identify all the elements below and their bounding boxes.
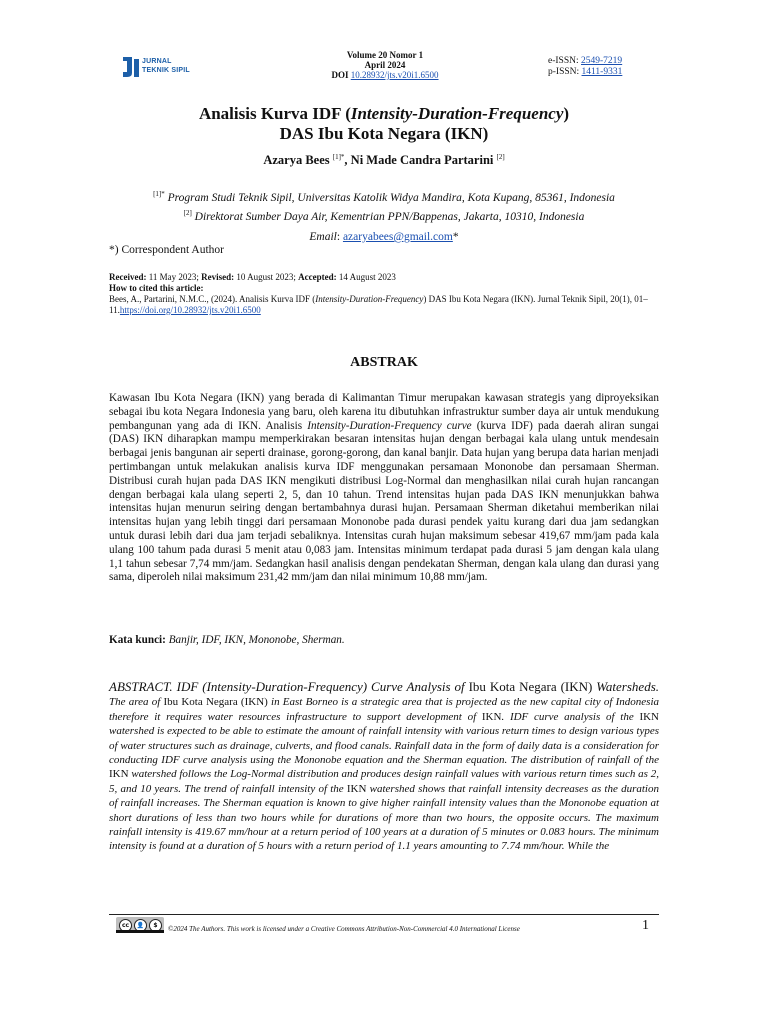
journal-logo — [120, 55, 198, 81]
citation-text-end: ) DAS Ibu Kota Negara (IKN). Jurnal Teknik Sipil, 20(1), 01–11. — [109, 294, 648, 315]
revised-date: 10 August 2023; — [234, 272, 299, 282]
cite-label: How to cited this article: — [109, 283, 204, 293]
abstract-upright-2: IKN — [481, 710, 502, 723]
abstrak-italic: Intensity-Duration-Frequency curve — [307, 419, 472, 432]
pissn-link[interactable]: 1411-9331 — [581, 67, 623, 77]
issn-info — [548, 56, 622, 78]
cc-icon: cc — [119, 919, 132, 932]
eissn-label: e-ISSN: — [548, 56, 579, 66]
received-date: 11 May 2023; — [146, 272, 202, 282]
abstract-text-3: . IDF curve analysis of the — [501, 710, 640, 723]
abstract-text-1: The area of — [109, 696, 164, 709]
author-separator: , — [344, 153, 351, 168]
pissn-label: p-ISSN: — [548, 67, 580, 77]
abstract-text-6: watershed shows that rainfall intensity decreases as the duration of rainfall increases. The Sherman equation is known to give higher rainfall intensity values than the Mononobe equation at short durations of less than two hours while for durations of more than two hours, the opposite occurs. The maximum rainfall intensity is 419.67 mm/hour at a return period of 100 years at a duration of 5 minutes or 0.083 hours. The minimum intensity is found at a duration of 5 hours with a return period of 1.1 years amounting to 7.74 mm/hour. While the — [109, 782, 659, 853]
accepted-label: Accepted: — [298, 272, 337, 282]
abstrak-body — [109, 392, 659, 585]
affiliation-1-text: Program Studi Teknik Sipil, Universitas Katolik Widya Mandira, Kota Kupang, 85361, Indonesia — [167, 191, 615, 204]
issue-info — [300, 50, 470, 80]
nc-icon: $ — [149, 919, 162, 932]
citation — [109, 294, 659, 316]
abstract-text-2: in East Borneo is a strategic area that is projected as the new capital city of Indonesia therefore it requires water resources infrastructure to support development of — [109, 696, 659, 723]
email-line — [0, 231, 768, 243]
footer-divider — [109, 914, 659, 915]
abstract-upright-1: Ibu Kota Negara (IKN) — [163, 696, 268, 709]
email-mark: * — [452, 231, 459, 243]
abstract-lead-upright: Ibu Kota Negara (IKN) — [468, 679, 593, 694]
email-link[interactable]: azaryabees@gmail.com — [342, 231, 453, 243]
affiliation-2-text: Direktorat Sumber Daya Air, Kementrian PPN/Bappenas, Jakarta, 10310, Indonesia — [194, 210, 585, 223]
email-colon: : — [336, 231, 343, 243]
revised-label: Revised: — [201, 272, 235, 282]
issue-date: April 2024 — [364, 60, 406, 70]
abstract-upright-3: IKN — [639, 710, 659, 723]
author-1: Azarya Bees — [263, 153, 330, 168]
affiliation-1 — [0, 187, 768, 206]
title-line2: DAS Ibu Kota Negara (IKN) — [279, 124, 489, 143]
title-text: Analisis Kurva IDF ( — [198, 104, 351, 123]
article-history — [109, 272, 659, 316]
affiliation-2 — [0, 206, 768, 225]
kata-kunci — [109, 634, 345, 646]
journal-name-line2: TEKNIK SIPIL — [142, 67, 190, 74]
citation-italic: Intensity-Duration-Frequency — [315, 294, 424, 304]
abstract-lead-end: Watersheds. — [592, 679, 660, 694]
doi-link[interactable]: 10.28932/jts.v20i1.6500 — [350, 70, 439, 80]
abstract-upright-5: IKN — [346, 782, 367, 795]
affiliation-1-mark: [1]* — [153, 190, 165, 198]
page-number: 1 — [642, 918, 649, 933]
accepted-date: 14 August 2023 — [336, 272, 396, 282]
citation-text: Bees, A., Partarini, N.M.C., (2024). Analisis Kurva IDF ( — [109, 294, 316, 304]
journal-name-line1: JURNAL — [142, 58, 172, 65]
author-2-mark: [2] — [496, 153, 505, 161]
abstrak-heading: ABSTRAK — [350, 355, 418, 370]
affiliations — [0, 187, 768, 225]
title-text-end: ) — [563, 104, 570, 123]
received-label: Received: — [109, 272, 147, 282]
abstract-text-5: watershed follows the Log-Normal distribution and produces design rainfall values with various return times such as 2, 5, and 10 years. The trend of rainfall intensity of the — [109, 768, 659, 795]
author-list — [0, 153, 768, 168]
volume-number: Volume 20 Nomor 1 — [346, 50, 424, 60]
kata-kunci-value: Banjir, IDF, IKN, Mononobe, Sherman. — [165, 634, 345, 646]
abstrak-text-2: (kurva IDF) pada daerah aliran sungai (DAS) IKN diharapkan mampu memperkirakan besaran intensitas hujan dengan berbagai kala ulang untuk mendesain berbagai jenis bangunan air seperti drainase, gorong-gorong, dan kanal banjir. Data hujan yang berupa data harian menjadi pertimbangan untuk melakukan analisis kurva IDF menggunakan persamaan Mononobe dan persamaan Sherman. Distribusi curah hujan pada DAS IKN mengikuti distribusi Log-Normal dan menghasilkan nilai curah hujan rancangan dengan berbagai kala ulang seperti 2, 5, dan 10 tahun. Trend intensitas hujan pada DAS IKN menunjukkan bahwa intensitas hujan menurun seiring dengan bertambahnya durasi hujan. Persamaan Sherman diketahui memberikan nilai intensitas hujan yang lebih tinggi dari persamaan Mononobe pada durasi pendek yaitu kurang dari dua jam sedangkan untuk durasi lebih dari dua jam terjadi sebaliknya. Intensitas curah hujan maksimum sebesar 419,67 mm/jam pada kala ulang 100 tahum pada durasi 5 menit atau 0,083 jam. Intensitas minimum terdapat pada durasi 5 jam dengan kala ulang 1,1 tahun sebesar 7,74 mm/jam. Sedangkan hasil analisis dengan pendekatan Sherman, dengan kala ulang dan durasi yang sama, diperoleh nilai maksimum 231,42 mm/jam dan nilai minimum 10,88 mm/jam. — [109, 419, 659, 584]
abstract-upright-4: IKN — [109, 768, 129, 781]
email-label: Email — [309, 231, 337, 243]
paper-title — [0, 104, 768, 144]
kata-kunci-label: Kata kunci: — [109, 634, 166, 646]
abstract-lead: ABSTRACT. IDF (Intensity-Duration-Frequency) Curve Analysis of — [109, 679, 469, 694]
abstract-english — [109, 680, 659, 854]
doi-label: DOI — [331, 70, 349, 80]
citation-doi-link[interactable]: https://doi.org/10.28932/jts.v20i1.6500 — [119, 305, 261, 315]
by-icon: 👤 — [134, 919, 147, 932]
author-2: Ni Made Candra Partarini — [350, 153, 494, 168]
correspondent-note: *) Correspondent Author — [109, 244, 224, 256]
journal-logo-icon — [120, 55, 142, 79]
eissn-link[interactable]: 2549-7219 — [581, 56, 623, 66]
abstract-text-4: watershed is expected to be able to estimate the amount of rainfall intensity with various return times to design various types of water structures such as drainage, culverts, and flood canals. Rainfall data in the form of daily data is a consideration for conducting IDF curve analysis using the Mononobe equation and the Sherman equation. The distribution of rainfall of the — [109, 725, 659, 767]
title-italic-text: Intensity-Duration-Frequency — [350, 104, 564, 123]
abstrak-text-1: Kawasan Ibu Kota Negara (IKN) yang berada di Kalimantan Timur merupakan kawasan strategis yang diproyeksikan sebagai ibu kota Negara Indonesia yang baru, oleh karena itu dibutuhkan infrastruktur sumber daya air untuk mendukung pembangunan yang ada di IKN. Analisis — [109, 392, 659, 432]
license-text: ©2024 The Authors. This work is licensed under a Creative Commons Attribution-Non-Commercial 4.0 International License — [168, 925, 520, 933]
affiliation-2-mark: [2] — [183, 208, 192, 217]
cc-license-badge[interactable] — [116, 917, 164, 933]
author-1-mark: [1]* — [332, 153, 345, 161]
